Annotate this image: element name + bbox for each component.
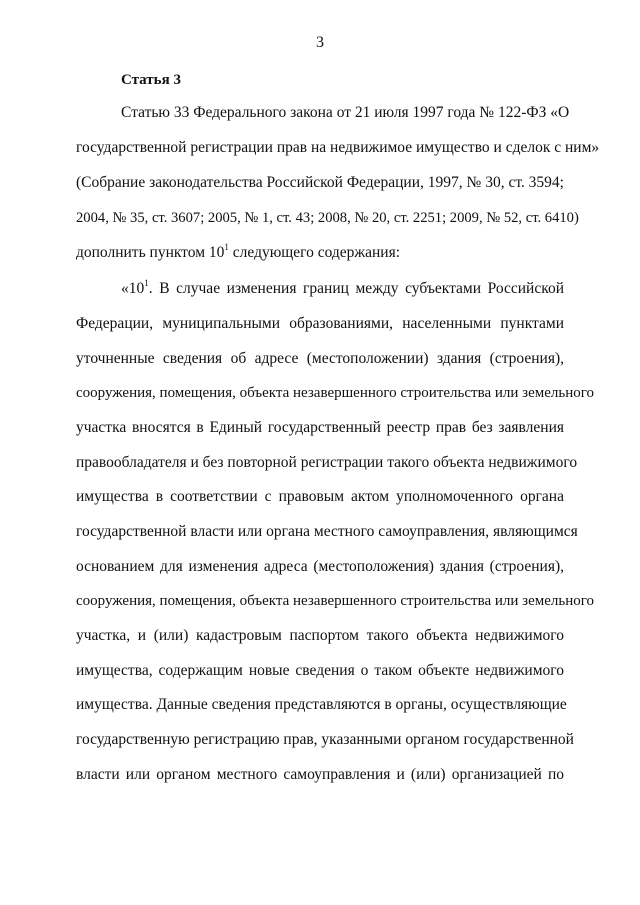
paragraph-line: участка, и (или) кадастровым паспортом такого объекта недвижимого [76,627,564,644]
paragraph-line: Статью 33 Федерального закона от 21 июля 1997 года № 122-ФЗ «О [121,104,570,121]
paragraph-line: сооружения, помещения, объекта незавершенного строительства или земельного [76,593,595,609]
paragraph-line [121,278,564,300]
paragraph-line: правообладателя и без повторной регистрации такого объекта недвижимого [76,454,578,471]
paragraph-line: имущества, содержащим новые сведения о таком объекте недвижимого [76,662,564,679]
superscript: 1 [144,277,149,288]
paragraph-line: уточненные сведения об адресе (местоположении) здания (строения), [76,350,564,367]
paragraph-line: Федерации, муниципальными образованиями, населенными пунктами [76,315,564,332]
text-fragment: «10 [121,280,145,297]
article-title: Статья 3 [121,72,181,88]
paragraph-line: власти или органом местного самоуправления и (или) организацией по [76,766,564,783]
paragraph-line: государственную регистрацию прав, указанными органом государственной [76,731,574,748]
paragraph-line: имущества. Данные сведения представляются в органы, осуществляющие [76,696,567,713]
paragraph-line [76,242,564,264]
paragraph-line: сооружения, помещения, объекта незавершенного строительства или земельного [76,385,595,401]
paragraph-line: 2004, № 35, ст. 3607; 2005, № 1, ст. 43; 2008, № 20, ст. 2251; 2009, № 52, ст. 6410) [76,210,579,226]
superscript: 1 [224,241,229,252]
paragraph-line: государственной регистрации прав на недвижимое имущество и сделок с ним» [76,139,600,156]
paragraph-line: государственной власти или органа местного самоуправления, являющимся [76,523,578,540]
paragraph-line: участка вносятся в Единый государственный реестр прав без заявления [76,419,564,436]
text-fragment: дополнить пунктом 10 [76,244,225,261]
paragraph-line: имущества в соответствии с правовым актом уполномоченного органа [76,488,564,505]
paragraph-line: (Собрание законодательства Российской Федерации, 1997, № 30, ст. 3594; [76,174,564,191]
text-fragment: . В случае изменения границ между субъектами Российской [148,280,564,297]
page-number: 3 [316,34,324,51]
paragraph-line: основанием для изменения адреса (местоположения) здания (строения), [76,558,564,575]
text-fragment: следующего содержания: [228,244,401,261]
